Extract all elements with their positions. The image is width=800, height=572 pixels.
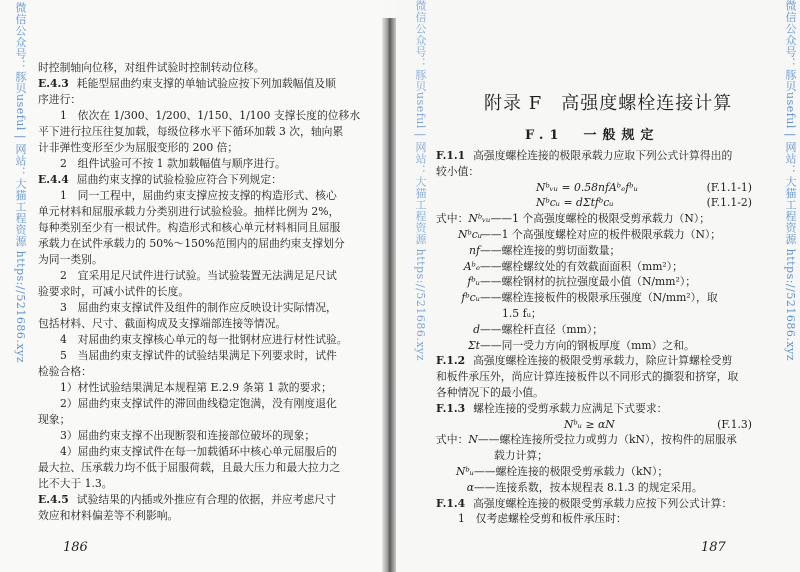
clause-number: F.1.4 — [436, 496, 466, 510]
text-line: 较小值： — [436, 164, 480, 178]
watermark-center: 微信公众号：豚贝useful | 网站：大猫工程资源 https://521686.xyz — [414, 0, 427, 362]
text-line: 平下进行拉压往复加载，每级位移水平下循环加载 3 次，轴向累 — [38, 125, 344, 138]
text-line: 现象； — [38, 413, 71, 426]
equation-number: (F.1.1-2) — [706, 196, 752, 210]
text-line: 各种情况下的最小值。 — [436, 385, 544, 399]
text-line: 试验结果的内插或外推应有合理的依据，并应考虑尺寸 — [76, 493, 336, 506]
text-line: 验要求时，可减小试件的长度。 — [38, 285, 190, 298]
definition: ——螺栓螺纹处的有效截面面积（mm²）； — [480, 259, 683, 273]
text-line: 2 组件试验可不按 1 款加载幅值与顺序进行。 — [60, 157, 286, 170]
text-line: 4 对屈曲约束支撑核心单元的每一批钢材应进行材性试验。 — [60, 333, 348, 346]
text-line: 3）屈曲约束支撑不出现断裂和连接部位破坏的现象； — [60, 429, 316, 442]
symbol: fᵇᵤ — [467, 275, 480, 289]
clause-e44 — [38, 172, 356, 188]
left-page-text — [38, 60, 361, 524]
watermark-left: 微信公众号：豚贝useful | 网站：大猫工程资源 https://521686.xyz — [14, 2, 27, 364]
clause-number: E.4.5 — [38, 493, 69, 506]
text-line: 屈曲约束支撑的试验检验应符合下列规定： — [76, 173, 282, 186]
definition: ——螺栓杆直径（mm）； — [480, 322, 604, 336]
text-line: 1 仅考虑螺栓受剪和板件承压时： — [458, 512, 627, 526]
symbol: fᵇcᵤ — [461, 291, 480, 305]
text-line: 和板件承压外，尚应计算连接板件以不同形式的撕裂和挤穿，取 — [436, 370, 739, 384]
page-number: 186 — [63, 540, 88, 555]
text-line: 耗能型屈曲约束支撑的单轴试验应按下列加载幅值及顺 — [76, 77, 336, 90]
text-line: 1 同一工程中，屈曲约束支撑应按支撑的构造形式、核心 — [60, 189, 337, 202]
symbol: Nᵇᵤ — [456, 464, 475, 478]
clause-e43 — [38, 76, 356, 92]
definition: ——连接系数，按本规程表 8.1.3 的规定采用。 — [474, 480, 703, 494]
text-line: 每种类别至少有一根试件。构造形式和核心单元材料相同且屈服 — [38, 221, 341, 234]
symbol: Aᵇₑ — [463, 259, 480, 273]
text-line: 高强度螺栓连接的极限受剪承载力应按下列公式计算： — [473, 496, 733, 510]
equation-number: (F.1.3) — [717, 417, 752, 431]
equation-number: (F.1.1-1) — [706, 180, 752, 194]
equation: Nᵇᵥᵤ = 0.58nfAᵇₑfᵇᵤ — [536, 180, 638, 194]
clause-number: E.4.3 — [38, 77, 69, 90]
symbol: nf — [469, 243, 480, 257]
symbol: Nᵇcᵤ — [458, 227, 483, 241]
symbol: Σt — [468, 338, 480, 352]
text-line: 高强度螺栓连接的极限承载力应取下列公式计算得出的 — [473, 149, 733, 162]
text-line: 1 依次在 1/300、1/200、1/150、1/100 支撑长度的位移水 — [60, 109, 361, 122]
text-line: 5 当屈曲约束支撑试件的试验结果满足下列要求时，试件 — [60, 349, 337, 362]
equation-f111 — [436, 180, 756, 196]
right-page-text — [436, 148, 756, 527]
symbol: d — [473, 322, 480, 336]
right-page — [396, 0, 800, 572]
definition: ——螺栓连接所受拉力或剪力（kN），按构件的屈服承 — [477, 433, 737, 447]
definition: 载力计算； — [494, 449, 548, 463]
symbol: N — [468, 433, 478, 447]
definition: 1.5 fᵤ； — [502, 306, 542, 320]
text-line: 检验合格： — [38, 365, 92, 378]
definition: ——螺栓连接的剪切面数量； — [480, 243, 621, 257]
appendix-title: 附录 F 高强度螺栓连接计算 — [484, 93, 733, 114]
text-line: 为同一类别。 — [38, 253, 103, 266]
text-line: 1）材性试验结果满足本规程第 E.2.9 条第 1 款的要求； — [60, 381, 332, 394]
equation: Nᵇcᵤ = dΣtfᵇcᵤ — [536, 196, 614, 210]
watermark-right: 微信公众号：豚贝useful | 网站：大猫工程资源 https://521686.xyz — [784, 0, 797, 362]
text-line: 包括材料、尺寸、截面构成及支撑端部连接等情况。 — [38, 317, 287, 330]
text-line: 4）屈曲约束支撑试件在每一加载循环中核心单元屈服后的 — [60, 445, 337, 458]
definition: ——1 个高强度螺栓对应的板件极限承载力（N）； — [480, 227, 722, 241]
left-page — [0, 0, 382, 572]
symbol: α — [466, 480, 474, 494]
text-line: 单元材料和屈服承载力分类别进行试验检验。抽样比例为 2%， — [38, 205, 340, 218]
symbol: Nᵇᵥᵤ — [468, 212, 491, 226]
text-line: 2）屈曲约束支撑试件的滞回曲线稳定饱满，没有刚度退化 — [60, 397, 337, 410]
definition: ——螺栓连接板件的极限承压强度（N/mm²），取 — [480, 291, 718, 305]
definition: ——1 个高强度螺栓的极限受剪承载力（N）； — [490, 212, 710, 226]
definition: ——同一受力方向的钢板厚度（mm）之和。 — [480, 338, 695, 352]
clause-number: E.4.4 — [38, 173, 69, 186]
equation-f13 — [436, 417, 756, 433]
where-label: 式中： — [436, 212, 469, 226]
text-line: 3 屈曲约束支撑试件及组件的制作应反映设计实际情况， — [60, 301, 337, 314]
text-line: 序进行： — [38, 93, 82, 106]
where-label: 式中： — [436, 433, 469, 447]
definition: ——螺栓钢材的抗拉强度最小值（N/mm²）； — [480, 275, 697, 289]
clause-e45 — [38, 492, 356, 508]
book-gutter-shadow — [382, 18, 396, 572]
clause-number: F.1.1 — [436, 149, 466, 162]
page-number: 187 — [701, 540, 726, 555]
text-line: 最大拉、压承载力均不低于屈服荷载，且最大压力和最大拉力之 — [38, 461, 341, 474]
text-line: 承载力在试件承载力的 50%～150%范围内的屈曲约束支撑划分 — [38, 237, 345, 250]
text-line: 效应和材料偏差等不利影响。 — [38, 509, 179, 522]
text-line: 2 宜采用足尺试件进行试验。当试验装置无法满足足尺试 — [60, 269, 337, 282]
definition: ——螺栓连接的极限受剪承载力（kN）； — [474, 464, 669, 478]
text-line: 螺栓连接的受剪承载力应满足下式要求： — [473, 401, 668, 415]
text-line: 高强度螺栓连接的极限受剪承载力，除应计算螺栓受剪 — [473, 354, 733, 368]
section-heading: F.1 一般规定 — [525, 128, 660, 143]
equation-f112 — [436, 195, 756, 211]
text-line: 计非弹性变形至少为屈服变形的 200 倍； — [38, 141, 239, 154]
clause-number: F.1.3 — [436, 401, 466, 415]
clause-number: F.1.2 — [436, 354, 466, 368]
equation: Nᵇᵤ ≥ αN — [564, 417, 615, 431]
text-line: 时控制轴向位移，对组件试验时控制转动位移。 — [38, 61, 265, 74]
text-line: 比不大于 1.3。 — [38, 477, 113, 490]
